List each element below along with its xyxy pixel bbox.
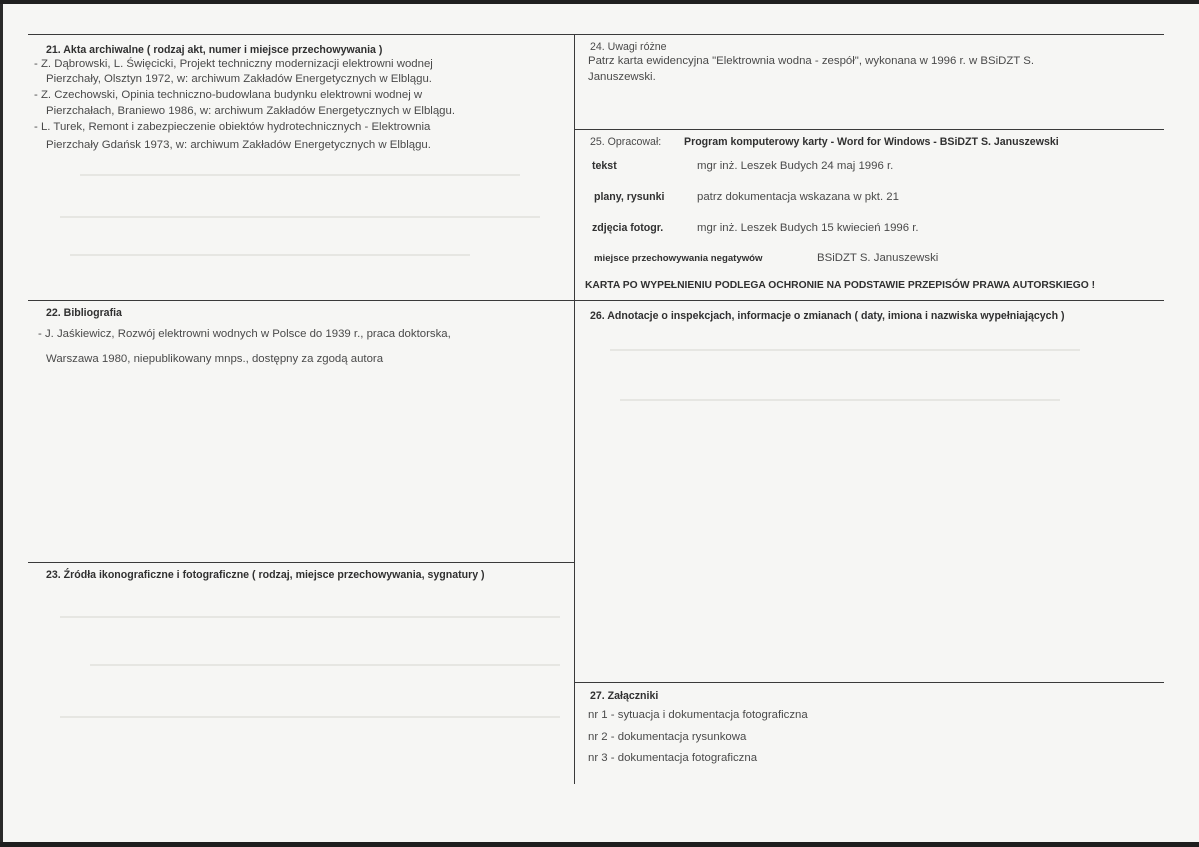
row-value-zdjecia: mgr inż. Leszek Budych 15 kwiecień 1996 r. <box>697 222 919 234</box>
section-24-line: Patrz karta ewidencyjna "Elektrownia wodna - zespół", wykonana w 1996 r. w BSiDZT S. <box>588 55 1034 67</box>
section-22-line: - J. Jaśkiewicz, Rozwój elektrowni wodnych w Polsce do 1939 r., praca doktorska, <box>38 328 451 340</box>
rule-s26 <box>574 300 1164 301</box>
row-label-negatywy: miejsce przechowywania negatywów <box>594 253 763 264</box>
section-22-heading: 22. Bibliografia <box>46 307 122 319</box>
column-divider <box>574 34 575 784</box>
section-21-line: Pierzchałach, Braniewo 1986, w: archiwum Zakładów Energetycznych w Elblągu. <box>46 105 455 117</box>
show-through-mark <box>70 254 470 256</box>
show-through-mark <box>620 399 1060 401</box>
section-25-heading: 25. Opracował: <box>590 136 662 148</box>
section-22-line: Warszawa 1980, niepublikowany mnps., dostępny za zgodą autora <box>46 353 384 365</box>
section-26-heading: 26. Adnotacje o inspekcjach, informacje o zmianach ( daty, imiona i nazwiska wypełniających ) <box>590 310 1065 322</box>
rule-s23 <box>28 562 574 563</box>
row-value-negatywy: BSiDZT S. Januszewski <box>817 252 939 264</box>
show-through-mark <box>90 664 560 666</box>
card-left-edge <box>0 4 3 847</box>
section-21-line: Pierzchały Gdańsk 1973, w: archiwum Zakładów Energetycznych w Elblągu. <box>46 139 431 151</box>
section-23-heading: 23. Źródła ikonograficzne i fotograficzne ( rodzaj, miejsce przechowywania, sygnatury ) <box>46 569 485 581</box>
rule-s27 <box>574 682 1164 683</box>
section-25-program: Program komputerowy karty - Word for Windows - BSiDZT S. Januszewski <box>684 136 1059 148</box>
show-through-mark <box>80 174 520 176</box>
top-rule <box>28 34 1164 35</box>
section-21-line: Pierzchały, Olsztyn 1972, w: archiwum Zakładów Energetycznych w Elblągu. <box>46 73 432 85</box>
rule-s22 <box>28 300 574 301</box>
section-24-line: Januszewski. <box>588 71 656 83</box>
show-through-mark <box>60 716 560 718</box>
copyright-notice: KARTA PO WYPEŁNIENIU PODLEGA OCHRONIE NA PODSTAWIE PRZEPISÓW PRAWA AUTORSKIEGO ! <box>585 280 1096 291</box>
rule-s25 <box>574 129 1164 130</box>
section-21-line: - L. Turek, Remont i zabezpieczenie obiektów hydrotechnicznych - Elektrownia <box>34 121 431 133</box>
show-through-mark <box>610 349 1080 351</box>
section-27-heading: 27. Załączniki <box>590 690 659 702</box>
show-through-mark <box>60 216 540 218</box>
row-label-zdjecia: zdjęcia fotogr. <box>592 222 664 234</box>
section-21-line: - Z. Czechowski, Opinia techniczno-budowlana budynku elektrowni wodnej w <box>34 89 423 101</box>
section-21-heading: 21. Akta archiwalne ( rodzaj akt, numer i miejsce przechowywania ) <box>46 44 383 56</box>
row-label-tekst: tekst <box>592 160 617 172</box>
attachment-item: nr 3 - dokumentacja fotograficzna <box>588 752 758 764</box>
attachment-item: nr 2 - dokumentacja rysunkowa <box>588 731 747 743</box>
section-21-line: - Z. Dąbrowski, L. Święcicki, Projekt techniczny modernizacji elektrowni wodnej <box>34 58 433 70</box>
row-label-plany: plany, rysunki <box>594 191 665 203</box>
row-value-plany: patrz dokumentacja wskazana w pkt. 21 <box>697 191 899 203</box>
row-value-tekst: mgr inż. Leszek Budych 24 maj 1996 r. <box>697 160 894 172</box>
attachment-item: nr 1 - sytuacja i dokumentacja fotograficzna <box>588 709 808 721</box>
section-24-heading: 24. Uwagi różne <box>590 41 667 53</box>
show-through-mark <box>60 616 560 618</box>
